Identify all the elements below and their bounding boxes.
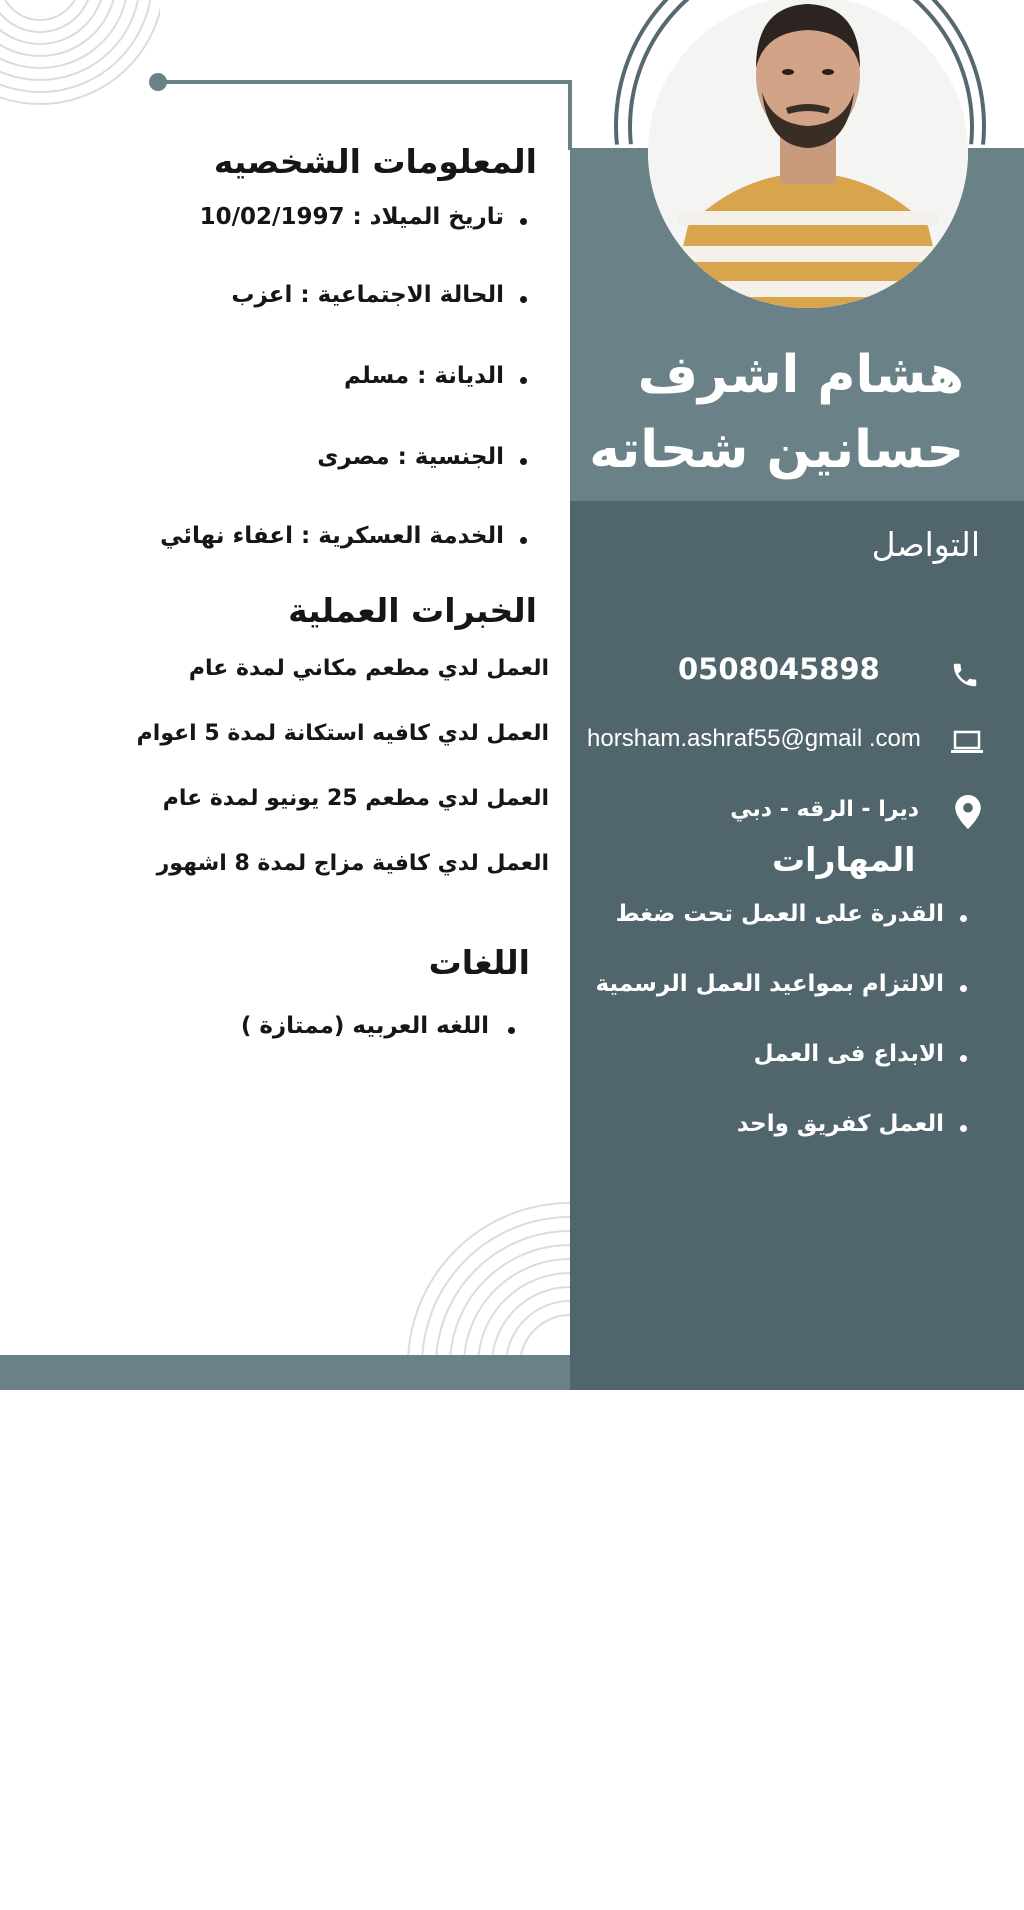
- experience-item: العمل لدي مطعم 25 يونيو لمدة عام: [162, 786, 549, 811]
- personal-info-item: تاريخ الميلاد : 10/02/1997: [199, 204, 504, 230]
- name-second-line: حسانين شحاته: [589, 420, 964, 480]
- divider-line-vertical: [568, 80, 572, 150]
- bullet: [960, 1125, 967, 1132]
- name-first-line: هشام اشرف: [637, 345, 964, 405]
- personal-info-item: الخدمة العسكرية : اعفاء نهائي: [160, 523, 504, 549]
- contact-title: التواصل: [871, 525, 980, 564]
- experience-item: العمل لدي كافية مزاج لمدة 8 اشهور: [156, 851, 549, 876]
- bullet: [520, 218, 527, 225]
- language-item: اللغه العربيه (ممتازة ): [240, 1013, 489, 1039]
- experience-item: العمل لدي كافيه استكانة لمدة 5 اعوام: [136, 721, 549, 746]
- bullet: [960, 985, 967, 992]
- bullet: [960, 1055, 967, 1062]
- address-text: ديرا - الرقه - دبي: [730, 797, 919, 822]
- location-pin-icon: [955, 795, 981, 829]
- personal-info-item: الديانة : مسلم: [344, 363, 504, 389]
- personal-info-title: المعلومات الشخصيه: [213, 142, 537, 181]
- skill-item: الابداع فى العمل: [753, 1041, 944, 1067]
- bullet: [520, 377, 527, 384]
- skill-item: العمل كفريق واحد: [736, 1111, 944, 1137]
- laptop-icon: [950, 728, 984, 756]
- bullet: [520, 296, 527, 303]
- phone-icon: [950, 660, 980, 690]
- sidebar-panel: [570, 501, 1024, 1390]
- avatar: [648, 0, 968, 308]
- skill-item: الالتزام بمواعيد العمل الرسمية: [595, 971, 944, 997]
- bullet: [520, 458, 527, 465]
- bullet: [520, 537, 527, 544]
- personal-info-item: الحالة الاجتماعية : اعزب: [231, 282, 504, 308]
- personal-info-item: الجنسية : مصرى: [317, 444, 504, 470]
- bullet: [960, 915, 967, 922]
- decorative-circles-top: [0, 0, 160, 120]
- phone-number: 0508045898: [678, 652, 880, 686]
- divider-line: [158, 80, 572, 84]
- languages-title: اللغات: [428, 943, 530, 982]
- skills-title: المهارات: [772, 840, 916, 879]
- email-address: horsham.ashraf55@gmail .com: [587, 725, 921, 752]
- divider-dot: [149, 73, 167, 91]
- skill-item: القدرة على العمل تحت ضغط: [615, 901, 944, 927]
- bullet: [508, 1027, 515, 1034]
- footer-band: [0, 1355, 570, 1390]
- experience-item: العمل لدي مطعم مكاني لمدة عام: [188, 656, 549, 681]
- decorative-circles-bottom: [400, 1195, 570, 1355]
- experience-title: الخبرات العملية: [288, 591, 537, 630]
